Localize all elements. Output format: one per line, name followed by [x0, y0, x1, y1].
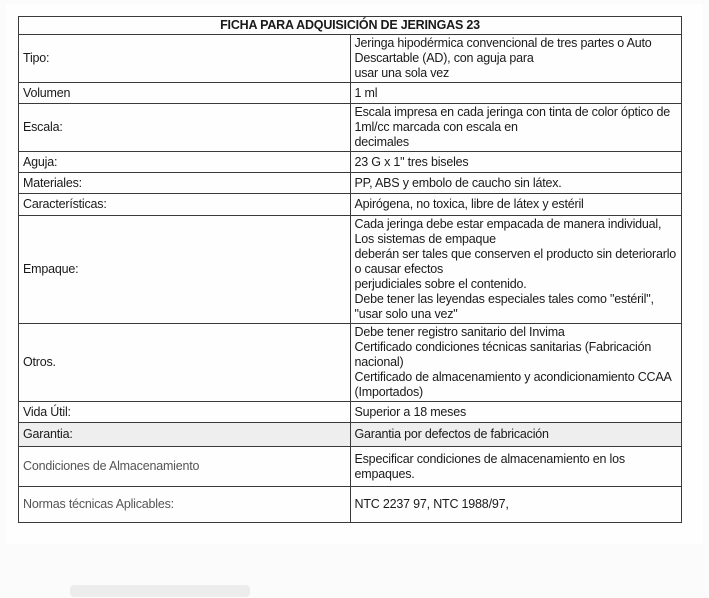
row-label: Vida Útil: [19, 402, 351, 423]
value-line: PP, ABS y embolo de caucho sin látex. [354, 175, 562, 190]
row-label: Características: [19, 194, 351, 216]
row-value [350, 324, 682, 402]
value-line: Certificado de almacenamiento y acondicionamiento CCAA (Importados) [354, 370, 671, 399]
row-value [350, 83, 682, 104]
row-label: Aguja: [19, 152, 351, 173]
row-value [350, 104, 682, 152]
row-label: Otros. [19, 324, 351, 402]
table-row-normas [19, 487, 682, 523]
label-line: Condiciones de [23, 459, 107, 473]
value-line: usar una sola vez [354, 66, 450, 80]
label-line: Aplicables: [115, 497, 174, 511]
value-line: Apirógena, no toxica, libre de látex y estéril [354, 197, 584, 211]
table-row-empaque [19, 216, 682, 324]
value-line: NTC 2237 97, NTC 1988/97, [354, 497, 509, 511]
row-value [350, 194, 682, 216]
value-line: Superior a 18 meses [354, 404, 467, 419]
value-line: deberán ser tales que conserven el producto sin deteriorarlo o causar efectos [354, 247, 677, 276]
value-line: Especificar condiciones de almacenamiento en los empaques. [354, 451, 625, 481]
value-line: Certificado condiciones técnicas sanitarias (Fabricación nacional) [354, 340, 652, 369]
value-line: Debe tener las leyendas especiales tales como "estéril", "usar solo una vez" [354, 292, 654, 321]
value-line: Cada jeringa debe estar empacada de manera individual, Los sistemas de empaque [354, 217, 662, 246]
row-value [350, 447, 682, 487]
value-line: Garantia por defectos de fabricación [354, 427, 549, 441]
table-row-caracteristicas [19, 194, 682, 216]
row-label [19, 447, 351, 487]
table-row-materiales [19, 173, 682, 194]
document-sheet [6, 4, 703, 544]
table-row-garantia [19, 423, 682, 447]
table-title: FICHA PARA ADQUISICIÓN DE JERINGAS 23 [19, 17, 682, 35]
table-row-otros [19, 324, 682, 402]
label-line: Almacenamiento [108, 459, 200, 473]
row-label: Materiales: [19, 173, 351, 194]
row-value [350, 173, 682, 194]
table-row-aguja [19, 152, 682, 173]
table-row-vida-util [19, 402, 682, 423]
table-row-condiciones [19, 447, 682, 487]
value-line: perjudiciales sobre el contenido. [354, 277, 527, 291]
row-label: Volumen [19, 83, 351, 104]
row-value [350, 35, 682, 83]
value-line: Escala impresa en cada jeringa con tinta de color óptico de 1ml/cc marcada con escala en [354, 105, 670, 134]
row-label: Escala: [19, 104, 351, 152]
value-line: Jeringa hipodérmica convencional de tres partes o Auto Descartable (AD), con aguja para [354, 36, 652, 65]
row-label [19, 487, 351, 523]
blurred-footer-text [70, 585, 250, 597]
row-value [350, 487, 682, 523]
row-value [350, 423, 682, 447]
value-line: Debe tener registro sanitario del Invima [354, 325, 565, 339]
row-label: Tipo: [19, 35, 351, 83]
table-title-row [19, 17, 682, 35]
row-value [350, 152, 682, 173]
row-value [350, 402, 682, 423]
label-line: Normas técnicas [23, 497, 114, 511]
value-line: 1 ml [354, 85, 378, 100]
acquisition-spec-table [18, 16, 682, 523]
table-row-tipo [19, 35, 682, 83]
value-line: 23 G x 1" tres biseles [354, 154, 469, 169]
row-label: Garantia: [19, 423, 351, 447]
table-row-volumen [19, 83, 682, 104]
row-value [350, 216, 682, 324]
table-row-escala [19, 104, 682, 152]
row-label: Empaque: [19, 216, 351, 324]
value-line: decimales [354, 135, 409, 149]
